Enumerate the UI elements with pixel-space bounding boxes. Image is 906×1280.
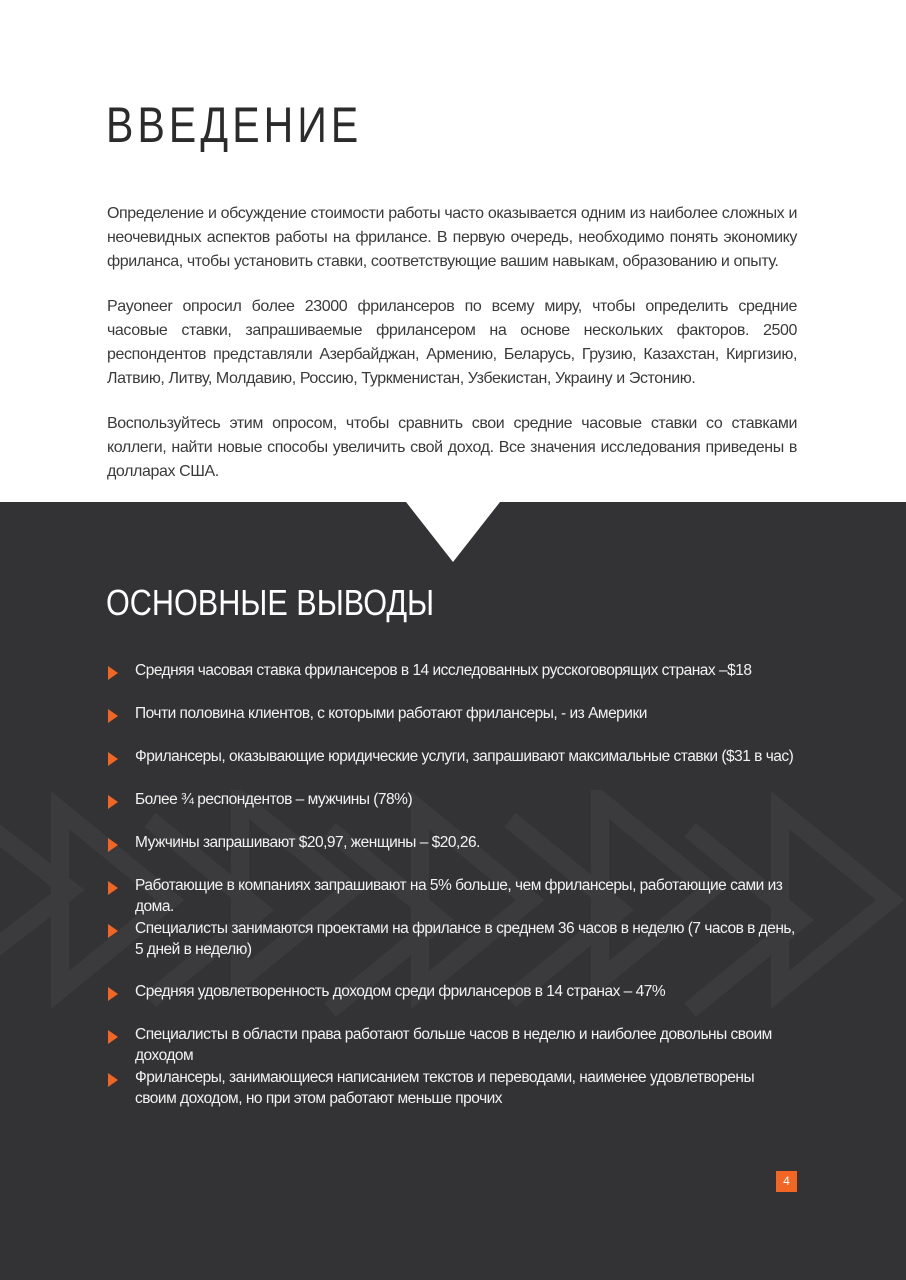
intro-text — [107, 202, 797, 505]
arrow-bullet-icon — [108, 838, 118, 852]
intro-paragraph: Воспользуйтесь этим опросом, чтобы сравнить свои средние часовые ставки со ставками коллеги, найти новые способы увеличить свой доход. Все значения исследования приведены в долларах США. — [107, 415, 797, 480]
intro-paragraph: Определение и обсуждение стоимости работы часто оказывается одним из наиболее сложных и неочевидных аспектов работы на фрилансе. В первую очередь, необходимо понять экономику фриланса, чтобы установить ставки, соответствующие вашим навыкам, образованию и опыту. — [107, 205, 797, 270]
list-item: Средняя удовлетворенность доходом среди фрилансеров в 14 странах – 47% — [106, 981, 798, 1024]
list-item: Фрилансеры, оказывающие юридические услуги, запрашивают максимальные ставки ($31 в час) — [106, 746, 798, 789]
page-number: 4 — [776, 1171, 797, 1192]
list-item: Работающие в компаниях запрашивают на 5% больше, чем фрилансеры, работающие сами из дома. — [106, 875, 798, 918]
intro-paragraph: Payoneer опросил более 23000 фрилансеров по всему миру, чтобы определить средние часовые ставки, запрашиваемые фрилансером на основе нескольких факторов. 2500 респондентов представляли Азербайджан, Армению, Беларусь, Грузию, Казахстан, Киргизию, Латвию, Литву, Молдавию, Россию, Туркменистан, Узбекистан, Украину и Эстонию. — [107, 298, 797, 387]
list-item: Почти половина клиентов, с которыми работают фрилансеры, - из Америки — [106, 703, 798, 746]
findings-title: ОСНОВНЫЕ ВЫВОДЫ — [106, 582, 435, 623]
list-item: Фрилансеры, занимающиеся написанием текстов и переводами, наименее удовлетворены своим доходом, но при этом работают меньше прочих — [106, 1067, 798, 1130]
arrow-bullet-icon — [108, 795, 118, 809]
list-item: Специалисты в области права работают больше часов в неделю и наиболее довольны своим доходом — [106, 1024, 798, 1067]
list-item: Более ¾ респондентов – мужчины (78%) — [106, 789, 798, 832]
list-item: Средняя часовая ставка фрилансеров в 14 исследованных русскоговорящих странах –$18 — [106, 660, 798, 703]
arrow-bullet-icon — [108, 709, 118, 723]
intro-title: ВВЕДЕНИЕ — [106, 97, 363, 153]
findings-list — [106, 660, 798, 1130]
arrow-bullet-icon — [108, 1073, 118, 1087]
list-item: Мужчины запрашивают $20,97, женщины – $20,26. — [106, 832, 798, 875]
list-item: Специалисты занимаются проектами на фрилансе в среднем 36 часов в неделю (7 часов в день, 5 дней в неделю) — [106, 918, 798, 981]
arrow-bullet-icon — [108, 666, 118, 680]
triangle-notch-decoration — [406, 502, 500, 562]
arrow-bullet-icon — [108, 752, 118, 766]
intro-section — [0, 0, 906, 502]
arrow-bullet-icon — [108, 1030, 118, 1044]
arrow-bullet-icon — [108, 881, 118, 895]
arrow-bullet-icon — [108, 924, 118, 938]
arrow-bullet-icon — [108, 987, 118, 1001]
